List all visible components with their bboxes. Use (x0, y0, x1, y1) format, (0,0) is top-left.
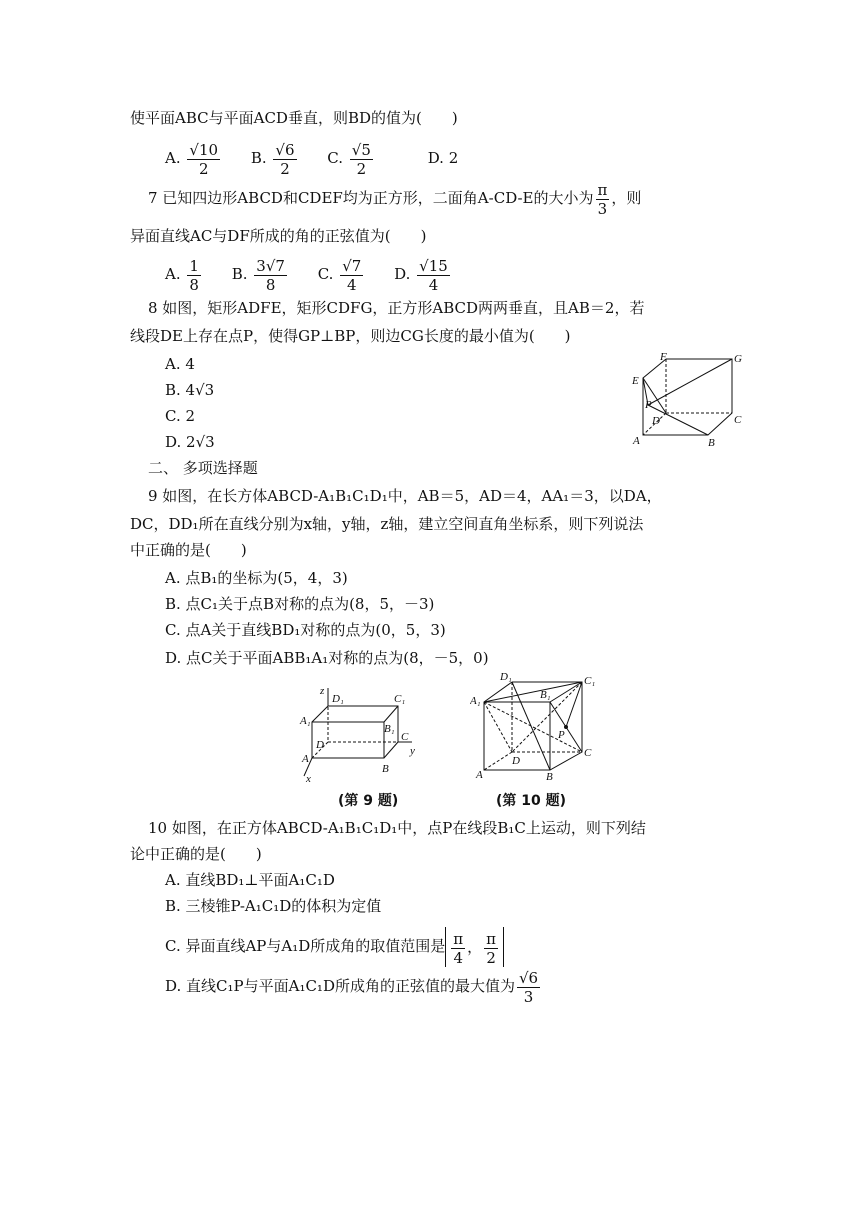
q10-option-d-fraction: $\frac{√6}{3}$ (518, 968, 539, 1006)
q7-option-d-fraction: $\frac{√15}{4}$ (419, 256, 448, 294)
q8-option-b: B. 4√3 (165, 381, 215, 399)
q8-option-c: C. 2 (165, 407, 196, 425)
q7-option-a-fraction: $\frac{1}{8}$ (189, 256, 199, 294)
fig9-label-B: B (382, 763, 389, 775)
fig9-label-C: C (401, 731, 409, 743)
q9-stem-line1: 9 如图，在长方体ABCD-A₁B₁C₁D₁中，AB＝5，AD＝4，AA₁＝3，以DA， (148, 487, 662, 505)
q6-option-a-label: A. (165, 149, 181, 167)
fig10-label-C1: C₁ (584, 675, 596, 687)
q8-label-E: E (632, 375, 639, 387)
fig10-label-D: D (512, 755, 520, 767)
q10-option-c: C. 异面直线AP与A₁D所成角的取值范围是 $\frac{\pi}{4}$ ， $\frac{\pi}{2}$ (165, 926, 504, 967)
q9-option-a: A. 点B₁的坐标为(5，4，3) (165, 569, 348, 587)
figure-9-cuboid (298, 682, 423, 787)
q6-option-d: D. 2 (427, 149, 459, 167)
q6-option-c-fraction: $\frac{√5}{2}$ (351, 140, 371, 178)
section-title-multiple-choice: 二、 多项选择题 (148, 459, 258, 477)
fig9-label-A1: A₁ (300, 715, 311, 727)
fig9-label-C1: C₁ (394, 693, 406, 705)
q10-option-a: A. 直线BD₁⊥平面A₁C₁D (165, 871, 335, 889)
q6-option-c-label: C. (327, 149, 344, 167)
q8-label-F: F (660, 351, 667, 363)
q10-option-c-interval: $\frac{\pi}{4}$ ， $\frac{\pi}{2}$ (445, 927, 504, 967)
fig9-label-D1: D₁ (332, 693, 344, 705)
q7-stem-line1: 7 已知四边形ABCD和CDEF均为正方形，二面角A-CD-E的大小为 $\frac{\pi}{3}$ ，则 (148, 180, 642, 218)
q8-label-D: D (652, 415, 660, 427)
q8-option-a: A. 4 (165, 355, 195, 373)
figure-10-caption: (第 10 题) (496, 793, 567, 809)
q6-option-a-fraction: $\frac{√10}{2}$ (189, 140, 219, 178)
fig10-label-B: B (546, 771, 553, 783)
q9-stem-line3: 中正确的是( ) (130, 541, 247, 559)
q8-label-A: A (633, 435, 640, 447)
fig9-axis-y: y (410, 745, 415, 757)
q10-stem-line2: 论中正确的是( ) (130, 845, 262, 863)
q8-stem-line1: 8 如图，矩形ADFE，矩形CDFG，正方形ABCD两两垂直，且AB＝2，若 (148, 299, 645, 317)
q8-stem-line2: 线段DE上存在点P，使得GP⊥BP，则边CG长度的最小值为( ) (130, 327, 571, 345)
fig10-label-A: A (476, 769, 483, 781)
q7-options: A. $\frac{1}{8}$ B. $\frac{3√7}{8}$ C. $\frac{√7}{4}$ D. $\frac{√15}{4}$ (165, 256, 448, 294)
fig9-label-A: A (302, 753, 309, 765)
figure-9-caption: (第 9 题) (338, 793, 399, 809)
q9-option-b: B. 点C₁关于点B对称的点为(8，5，－3) (165, 595, 435, 613)
q10-stem-line1: 10 如图，在正方体ABCD-A₁B₁C₁D₁中，点P在线段B₁C上运动，则下列结 (148, 819, 646, 837)
q7-stem-line2: 异面直线AC与DF所成的角的正弦值为( ) (130, 227, 427, 245)
fig9-label-D: D (316, 739, 324, 751)
figure-10-cube (470, 672, 600, 784)
fig10-label-D1: D₁ (500, 672, 512, 683)
q6-stem-tail: 使平面ABC与平面ACD垂直，则BD的值为( ) (130, 109, 458, 127)
q6-option-b-fraction: $\frac{√6}{2}$ (275, 140, 295, 178)
q6-options (165, 136, 458, 180)
fig10-label-P: P (558, 729, 565, 741)
q6-option-b-label: B. (250, 149, 267, 167)
q7-option-c-fraction: $\frac{√7}{4}$ (342, 256, 362, 294)
q10-option-b: B. 三棱锥P-A₁C₁D的体积为定值 (165, 897, 382, 915)
q9-option-d: D. 点C关于平面ABB₁A₁对称的点为(8，－5，0) (165, 649, 489, 667)
q9-option-c: C. 点A关于直线BD₁对称的点为(0，5，3) (165, 621, 446, 639)
fig10-label-C: C (584, 747, 592, 759)
fig9-axis-z: z (320, 685, 325, 697)
q7-option-b-fraction: $\frac{3√7}{8}$ (256, 256, 285, 294)
q8-label-G: G (734, 353, 742, 365)
q8-figure (626, 350, 746, 450)
q10-option-d: D. 直线C₁P与平面A₁C₁D所成角的正弦值的最大值为 $\frac{√6}{3}$ (165, 968, 539, 1006)
fig10-label-A1: A₁ (470, 695, 481, 707)
q8-option-d: D. 2√3 (165, 433, 215, 451)
fig9-axis-x: x (306, 773, 311, 785)
q9-stem-line2: DC，DD₁所在直线分别为x轴，y轴，z轴，建立空间直角坐标系，则下列说法 (130, 515, 644, 533)
q8-label-P: P (645, 399, 652, 411)
fig10-label-B1: B₁ (540, 689, 551, 701)
q8-label-C: C (734, 414, 742, 426)
fig9-label-B1: B₁ (384, 723, 395, 735)
q8-label-B: B (708, 437, 715, 449)
